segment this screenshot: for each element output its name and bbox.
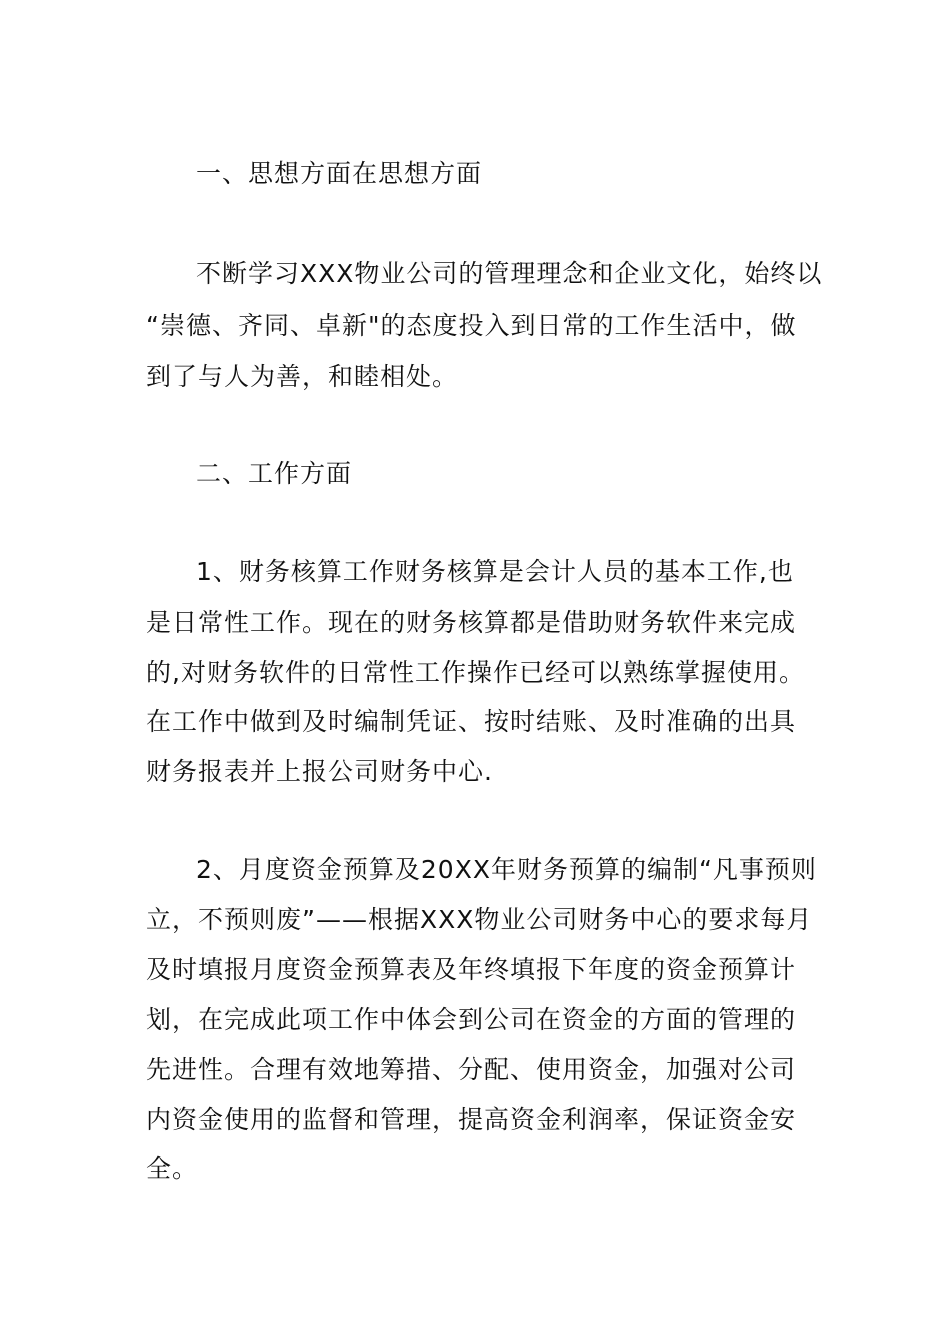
paragraph-line: 的,对财务软件的日常性工作操作已经可以熟练掌握使用。 <box>146 658 805 687</box>
paragraph-line: 在工作中做到及时编制凭证、按时结账、及时准确的出具 <box>146 707 797 736</box>
paragraph-line: 到了与人为善，和睦相处。 <box>146 362 459 391</box>
section-heading-work: 二、工作方面 <box>196 459 353 488</box>
paragraph-line: 及时填报月度资金预算表及年终填报下年度的资金预算计 <box>146 955 797 984</box>
paragraph-line: “崇德、齐同、卓新"的态度投入到日常的工作生活中，做 <box>146 311 797 340</box>
paragraph-line: 2、月度资金预算及20XX年财务预算的编制“凡事预则 <box>196 855 817 884</box>
paragraph-line: 1、财务核算工作财务核算是会计人员的基本工作,也 <box>196 557 794 586</box>
paragraph-line: 不断学习XXX物业公司的管理理念和企业文化，始终以 <box>196 259 823 288</box>
paragraph-line: 全。 <box>146 1154 199 1183</box>
section-heading-ideology: 一、思想方面在思想方面 <box>196 159 483 188</box>
paragraph-line: 是日常性工作。现在的财务核算都是借助财务软件来完成 <box>146 608 797 637</box>
paragraph-line: 先进性。合理有效地筹措、分配、使用资金，加强对公司 <box>146 1055 797 1084</box>
paragraph-line: 内资金使用的监督和管理，提高资金利润率，保证资金安 <box>146 1105 797 1134</box>
paragraph-line: 立，不预则废”——根据XXX物业公司财务中心的要求每月 <box>146 905 813 934</box>
paragraph-line: 划，在完成此项工作中体会到公司在资金的方面的管理的 <box>146 1005 797 1034</box>
paragraph-line: 财务报表并上报公司财务中心. <box>146 757 493 786</box>
